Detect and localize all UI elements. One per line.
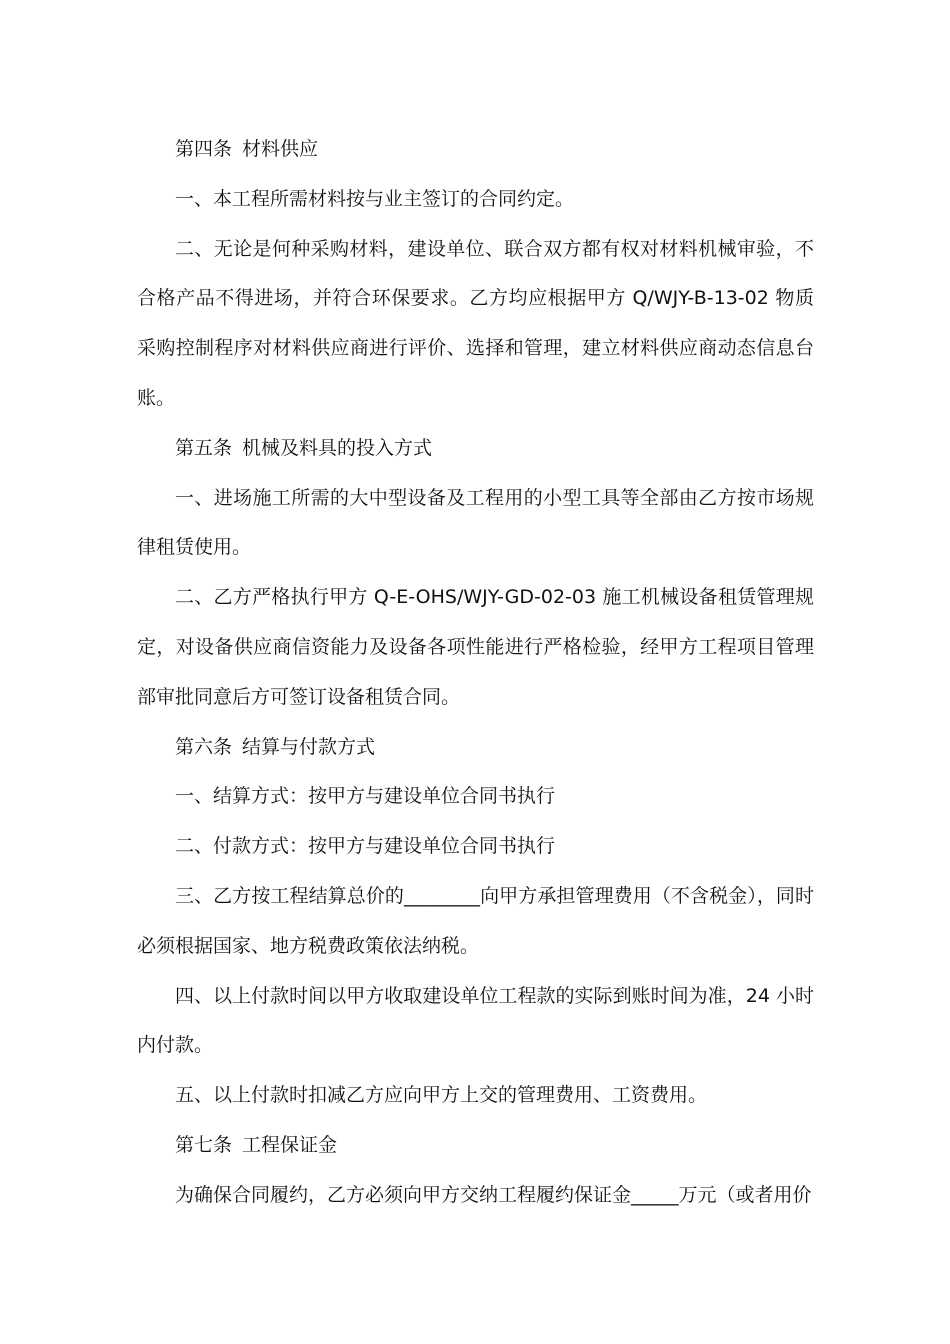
document-page <box>137 125 814 1221</box>
article-5-number: 第五条 <box>175 436 233 459</box>
article-4-title: 材料供应 <box>242 138 319 160</box>
article-6-paragraph-3: 三、乙方按工程结算总价的________向甲方承担管理费用（不含税金），同时必须根据国家、地方税费政策依法纳税。 <box>137 884 814 957</box>
article-5-title: 机械及料具的投入方式 <box>242 436 433 459</box>
article-6-paragraph-1: 一、结算方式：按甲方与建设单位合同书执行 <box>175 785 556 808</box>
article-4-number: 第四条 <box>175 138 233 160</box>
article-6-title: 结算与付款方式 <box>242 735 376 758</box>
article-5-heading <box>137 424 814 474</box>
article-4-heading <box>137 125 814 175</box>
article-6-number: 第六条 <box>175 735 233 758</box>
article-7-heading <box>137 1121 814 1171</box>
article-4-paragraph-1: 一、本工程所需材料按与业主签订的合同约定。 <box>175 187 575 210</box>
article-6-paragraph-2: 二、付款方式：按甲方与建设单位合同书执行 <box>175 835 556 858</box>
article-5-paragraph-1: 一、进场施工所需的大中型设备及工程用的小型工具等全部由乙方按市场规律租赁使用。 <box>137 486 814 559</box>
article-5-paragraph-2: 二、乙方严格执行甲方 Q-E-OHS/WJY-GD-02-03 施工机械设备租赁管理规定，对设备供应商信资能力及设备各项性能进行严格检验，经甲方工程项目管理部审批同意后方可签订设备租赁合同。 <box>137 586 814 708</box>
article-4-paragraph-2: 二、无论是何种采购材料，建设单位、联合双方都有权对材料机械审验，不合格产品不得进场，并符合环保要求。乙方均应根据甲方 Q/WJY-B-13-02 物质采购控制程序对材料供应商进行评价、选择和管理，建立材料供应商动态信息台账。 <box>137 237 814 409</box>
article-7-number: 第七条 <box>175 1133 233 1156</box>
article-6-heading <box>137 723 814 773</box>
article-6-paragraph-5: 五、以上付款时扣减乙方应向甲方上交的管理费用、工资费用。 <box>175 1084 708 1107</box>
article-7-title: 工程保证金 <box>242 1133 338 1156</box>
article-7-paragraph-1: 为确保合同履约，乙方必须向甲方交纳工程履约保证金_____万元（或者用价 <box>175 1183 812 1206</box>
article-6-paragraph-4: 四、以上付款时间以甲方收取建设单位工程款的实际到账时间为准，24 小时内付款。 <box>137 984 814 1057</box>
